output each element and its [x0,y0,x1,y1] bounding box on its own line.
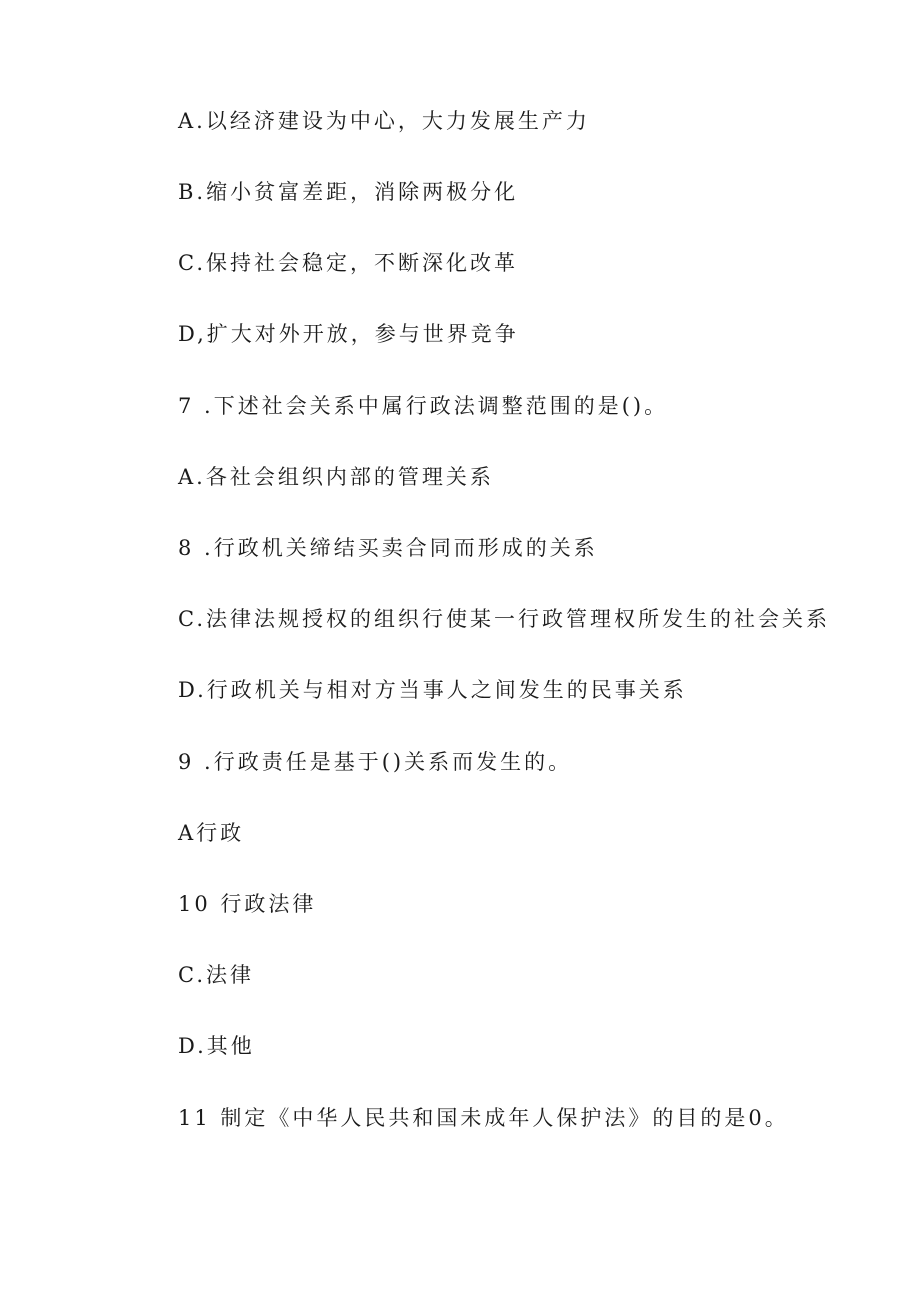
question-7: 7 .下述社会关系中属行政法调整范围的是()。 [178,394,669,418]
question-9: 9 .行政责任是基于()关系而发生的。 [178,750,573,774]
option-c-social-stability: C.保持社会稳定，不断深化改革 [178,251,518,275]
question-11: 11 制定《中华人民共和国未成年人保护法》的目的是0。 [178,1106,789,1130]
question-7-option-a: A.各社会组织内部的管理关系 [178,465,494,489]
question-10: 10 行政法律 [178,892,317,916]
option-b-narrow-wealth-gap: B.缩小贫富差距，消除两极分化 [178,180,519,204]
question-8-option-c: C.法律法规授权的组织行使某一行政管理权所发生的社会关系 [178,607,830,631]
question-8-option-d: D.行政机关与相对方当事人之间发生的民事关系 [178,678,687,702]
question-10-option-c: C.法律 [178,963,254,987]
question-8: 8 .行政机关缔结买卖合同而形成的关系 [178,536,598,560]
question-9-option-a: A行政 [178,821,245,845]
question-10-option-d: D.其他 [178,1034,255,1058]
option-d-opening-up: D,扩大对外开放，参与世界竞争 [178,322,519,346]
option-a-economic-construction: A.以经济建设为中心，大力发展生产力 [178,109,590,133]
